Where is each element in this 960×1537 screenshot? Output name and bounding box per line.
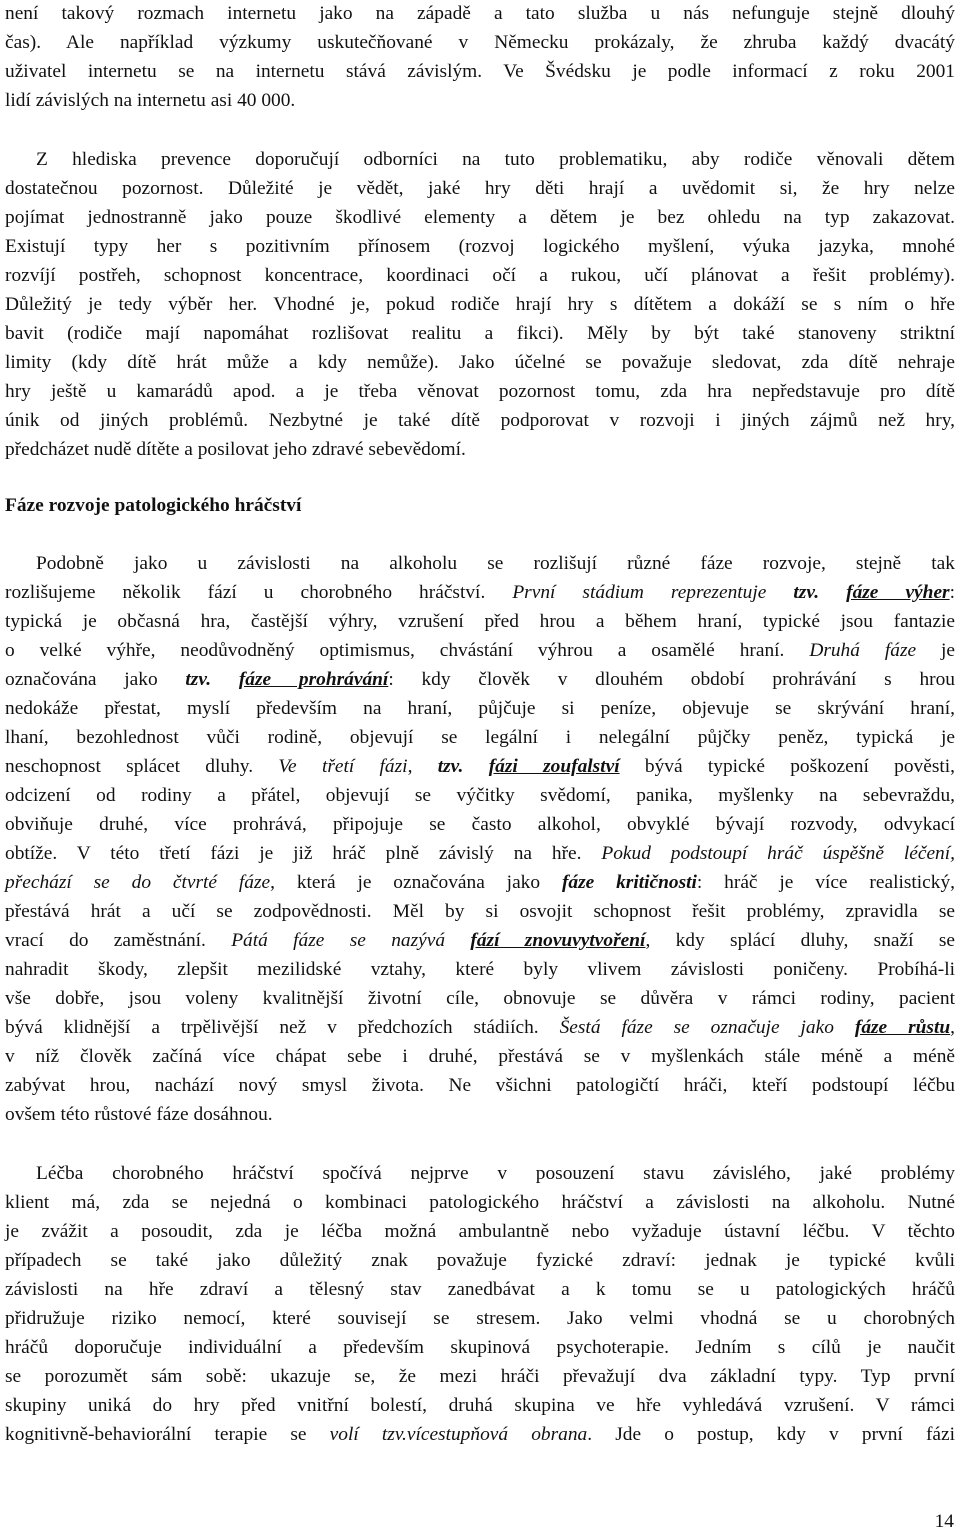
para1-line: uživatel internetu se na internetu stává závislým. Ve Švédsku je podle informací z roku 2001 <box>5 61 955 82</box>
space-run <box>463 756 488 777</box>
para3-line: odcizení od rodiny a přátel, objevují se výčitky svědomí, panika, myšlenky na sebevraždu, <box>5 785 955 806</box>
text-run: rozlišujeme několik fází u chorobného hráčství. <box>5 582 513 603</box>
term-faze-vyher: fáze výher <box>846 582 950 603</box>
para2-line: dostatečnou pozornost. Důležité je vědět, jaké hry děti hrají a uvědomit si, že hry nelze <box>5 178 955 199</box>
para3-line: přestává hrát a učí se zodpovědnosti. Měl by si osvojit schopnost řešit problémy, zpravidla se <box>5 901 955 922</box>
para3-line <box>5 1014 955 1042</box>
para3-line: lhaní, bezohlednost vůči rodině, objevují se legální i nelegální půjčky peněz, typická je <box>5 727 955 748</box>
term-faze-rustu: fáze růstu <box>854 1017 951 1038</box>
para3-line: obviňuje druhé, více prohrává, připojuje se často alkohol, obvyklé bývají rozvody, odvykací <box>5 814 955 835</box>
para2-line: pojímat jednostranně jako pouze škodlivé elementy a dětem je bez ohledu na typ zakazovat. <box>5 207 955 228</box>
term-faze-kriticnosti: fáze kritičnosti <box>561 872 697 893</box>
para3-line <box>5 579 955 607</box>
text-run: o velké výhře, neodůvodněný optimismus, chvástání výhrou a osamělé hraní. <box>5 640 810 661</box>
para4-line: skupiny uniká do hry před vnitřní bolestí, druhá skupina ve hře vyhledává vzrušení. V rámci <box>5 1395 955 1416</box>
para3-line: v níž člověk začíná více chápat sebe i druhé, přestává se v myšlenkách stále méně a méně <box>5 1046 955 1067</box>
text-run: vrací do zaměstnání. <box>5 930 232 951</box>
italic-run: Ve třetí fázi <box>278 756 408 777</box>
para1-line: není takový rozmach internetu jako na západě a tato služba u nás nefunguje stejně dlouhý <box>5 3 955 24</box>
para2-line: hry ještě u kamarádů apod. a je třeba věnovat pozornost tomu, zda hra nepředstavuje pro dítě <box>5 381 955 402</box>
text-run: , kdy splácí dluhy, snaží se <box>645 930 955 951</box>
section-heading: Fáze rozvoje patologického hráčství <box>5 495 302 516</box>
para3-line: typická je občasná hra, častější výhry, vzrušení před hrou a během hraní, typické jsou fantazie <box>5 611 955 632</box>
para3-line: nahradit škody, zlepšit mezilidské vztahy, které byly vlivem závislosti poničeny. Probíhá-li <box>5 959 955 980</box>
space-run <box>819 582 846 603</box>
para3-line: nedokáže přestat, myslí především na hraní, půjčuje si peníze, objevuje se skrývání hraní, <box>5 698 955 719</box>
para4-line: je zvážit a posoudit, zda je léčba možná ambulantně nebo vyžaduje ústavní léčbu. V těchto <box>5 1221 955 1242</box>
italic-run: volí tzv.vícestupňová obrana <box>329 1424 588 1445</box>
para2-line: Z hlediska prevence doporučují odborníci na tuto problematiku, aby rodiče věnovali dětem <box>36 149 955 170</box>
para3-line <box>5 869 955 897</box>
italic-run: Pátá fáze se nazývá <box>231 930 471 951</box>
para2-line: Existují typy her s pozitivním přínosem (rozvoj logického myšlení, výuka jazyka, mnohé <box>5 236 955 257</box>
italic-run: Šestá fáze se označuje jako <box>559 1017 855 1038</box>
text-run: : <box>949 582 955 603</box>
italic-run: Druhá fáze <box>809 640 917 661</box>
para2-line: únik od jiných problémů. Nezbytné je také dítě podporovat v rozvoji i jiných zájmů než hry, <box>5 410 955 431</box>
page-number: 14 <box>934 1511 954 1532</box>
para3-line: Podobně jako u závislosti na alkoholu se rozlišují různé fáze rozvoje, stejně tak <box>36 553 955 574</box>
text-run: , <box>950 1017 956 1038</box>
para1-line: čas). Ale například výzkumy uskutečňované v Německu prokázaly, že zhruba každý dvacátý <box>5 32 955 53</box>
italic-run: Pokud podstoupí hráč úspěšně léčení, <box>601 843 955 864</box>
italic-run: První stádium reprezentuje <box>512 582 794 603</box>
para3-line <box>5 666 955 694</box>
para4-line: přidružuje riziko nemocí, které souvisejí se stresem. Jako velmi vhodná se u chorobných <box>5 1308 955 1329</box>
space-run <box>211 669 239 690</box>
para4-line: se porozumět sám sobě: ukazuje se, že mezi hráči převažují dva základní typy. Typ první <box>5 1366 955 1387</box>
text-run: , která je označována jako <box>270 872 562 893</box>
para4-line: případech se také jako důležitý znak považuje fyzické zdraví: jednak je typické kvůli <box>5 1250 955 1271</box>
para3-line: vše dobře, jsou voleny kvalitnější životní cíle, obnovuje se důvěra v rámci rodiny, pacient <box>5 988 955 1009</box>
para2-line: rozvíjí postřeh, schopnost koncentrace, koordinaci očí a rukou, učí plánovat a řešit problémy). <box>5 265 955 286</box>
text-run: neschopnost splácet dluhy. <box>5 756 279 777</box>
para1-line: lidí závislých na internetu asi 40 000. <box>5 90 296 111</box>
text-run: kognitivně-behaviorální terapie se <box>5 1424 330 1445</box>
para4-line <box>5 1421 955 1449</box>
bold-italic-run: tzv. <box>437 756 464 777</box>
para4-line: klient má, zda se nejedná o kombinaci patologického hráčství a závislosti na alkoholu. Nutné <box>5 1192 955 1213</box>
text-run: , <box>407 756 438 777</box>
para3-line: ovšem této růstové fáze dosáhnou. <box>5 1104 273 1125</box>
para3-line <box>5 637 955 665</box>
para2-line: Důležitý je tedy výběr her. Vhodné je, pokud rodiče hrají hry s dítětem a dokáží se s ním o hře <box>5 294 955 315</box>
para2-line: bavit (rodiče mají napomáhat rozlišovat realitu a fikci). Měly by být také stanoveny striktní <box>5 323 955 344</box>
para4-line: závislosti na hře zdraví a tělesný stav zanedbávat a k tomu se u patologických hráčů <box>5 1279 955 1300</box>
para3-line <box>5 753 955 781</box>
text-run: : hráč je více realistický, <box>696 872 956 893</box>
text-run: : kdy člověk v dlouhém období prohrávání s hrou <box>388 669 955 690</box>
para4-line: hráčů doporučuje individuální a především skupinová psychoterapie. Jedním s cílů je naučit <box>5 1337 955 1358</box>
para4-line: Léčba chorobného hráčství spočívá nejprve v posouzení stavu závislého, jaké problémy <box>36 1163 955 1184</box>
text-run: bývá klidnější a trpělivější než v předchozích stádiích. <box>5 1017 560 1038</box>
italic-run: přechází se do čtvrté fáze <box>5 872 271 893</box>
bold-italic-run: tzv. <box>185 669 212 690</box>
term-fazi-zoufalstvi: fázi zoufalství <box>488 756 620 777</box>
bold-italic-run: tzv. <box>793 582 820 603</box>
para3-line <box>5 927 955 955</box>
term-faze-prohravani: fáze prohrávání <box>238 669 389 690</box>
text-run: . Jde o postup, kdy v první fázi <box>587 1424 956 1445</box>
term-fazi-znovuvytvoreni: fází znovuvytvoření <box>470 930 646 951</box>
para2-line: limity (kdy dítě hrát může a kdy nemůže). Jako účelné se považuje sledovat, zda dítě nehraje <box>5 352 955 373</box>
para3-line <box>5 840 955 868</box>
text-run: označována jako <box>5 669 186 690</box>
text-run: obtíže. V této třetí fázi je již hráč plně závislý na hře. <box>5 843 602 864</box>
text-run: bývá typické poškození pověsti, <box>619 756 956 777</box>
para3-line: zabývat hrou, nachází nový smysl života. Ne všichni patologičtí hráči, kteří podstoupí léčbu <box>5 1075 955 1096</box>
text-run: je <box>916 640 956 661</box>
para2-line: předcházet nudě dítěte a posilovat jeho zdravé sebevědomí. <box>5 439 466 460</box>
